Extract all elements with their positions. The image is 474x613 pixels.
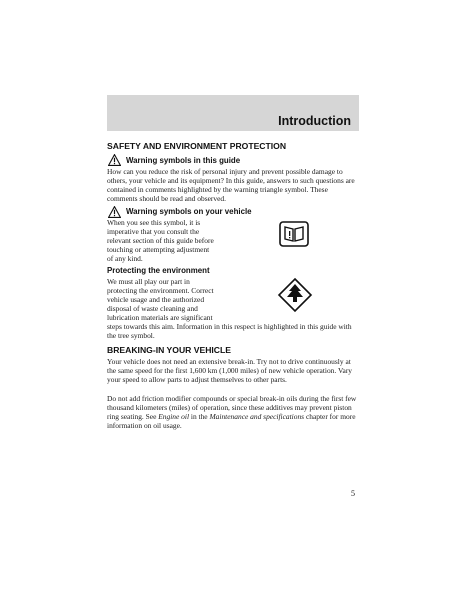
environment-text <box>107 277 277 322</box>
warning-guide-heading: Warning symbols in this guide <box>126 156 241 165</box>
engine-oil-reference: Engine oil <box>158 412 190 422</box>
header-bar <box>107 95 359 131</box>
warning-triangle-icon <box>108 206 121 218</box>
text-line: imperative that you consult the <box>107 227 200 237</box>
header-title: Introduction <box>278 114 351 128</box>
text-line: touching or attempting adjustment <box>107 245 210 255</box>
tree-icon <box>277 277 313 313</box>
text-line: vehicle usage and the authorized <box>107 295 205 305</box>
text-line: of any kind. <box>107 254 143 264</box>
text-line: relevant section of this guide before <box>107 236 214 246</box>
breaking-in-oil-text <box>107 394 357 430</box>
warning-triangle-icon <box>108 154 121 166</box>
text-span: chapter for more information on oil usage. <box>107 412 356 431</box>
text-line: lubrication materials are significant <box>107 313 213 323</box>
breaking-in-heading: BREAKING-IN YOUR VEHICLE <box>107 345 231 355</box>
environment-continuation: steps towards this aim. Information in this respect is highlighted in this guide with the tree symbol. <box>107 322 352 341</box>
warning-vehicle-heading: Warning symbols on your vehicle <box>126 207 252 216</box>
maintenance-reference: Maintenance and specifications <box>209 412 305 422</box>
breaking-in-text: Your vehicle does not need an extensive break-in. Try not to drive continuously at the same speed for the first 1,600 km (1,000 miles) of new vehicle operation. Vary your speed to allow parts to adjust themselves to other parts. <box>107 357 353 385</box>
safety-heading: SAFETY AND ENVIRONMENT PROTECTION <box>107 141 287 151</box>
text-line: disposal of waste cleaning and <box>107 304 198 314</box>
text-line: protecting the environment. Correct <box>107 286 214 296</box>
text-span: Do not add friction modifier compounds or special break-in oils during the first few thousand kilometers (miles) of operation, since these additives may prevent piston ring seating. See <box>107 394 357 422</box>
warning-guide-text: How can you reduce the risk of personal injury and prevent possible damage to others, your vehicle and its equipment? In this guide, answers to such questions are contained in comments highlighted by the warning triangle symbol. These comments should be read and observed. <box>107 167 355 204</box>
text-line: We must all play our part in <box>107 277 190 286</box>
text-line: When you see this symbol, it is <box>107 218 201 227</box>
manual-book-icon <box>279 221 309 247</box>
warning-vehicle-text <box>107 218 267 263</box>
text-span: in the <box>189 412 210 422</box>
page-number: 5 <box>351 489 355 498</box>
environment-heading: Protecting the environment <box>107 266 210 275</box>
